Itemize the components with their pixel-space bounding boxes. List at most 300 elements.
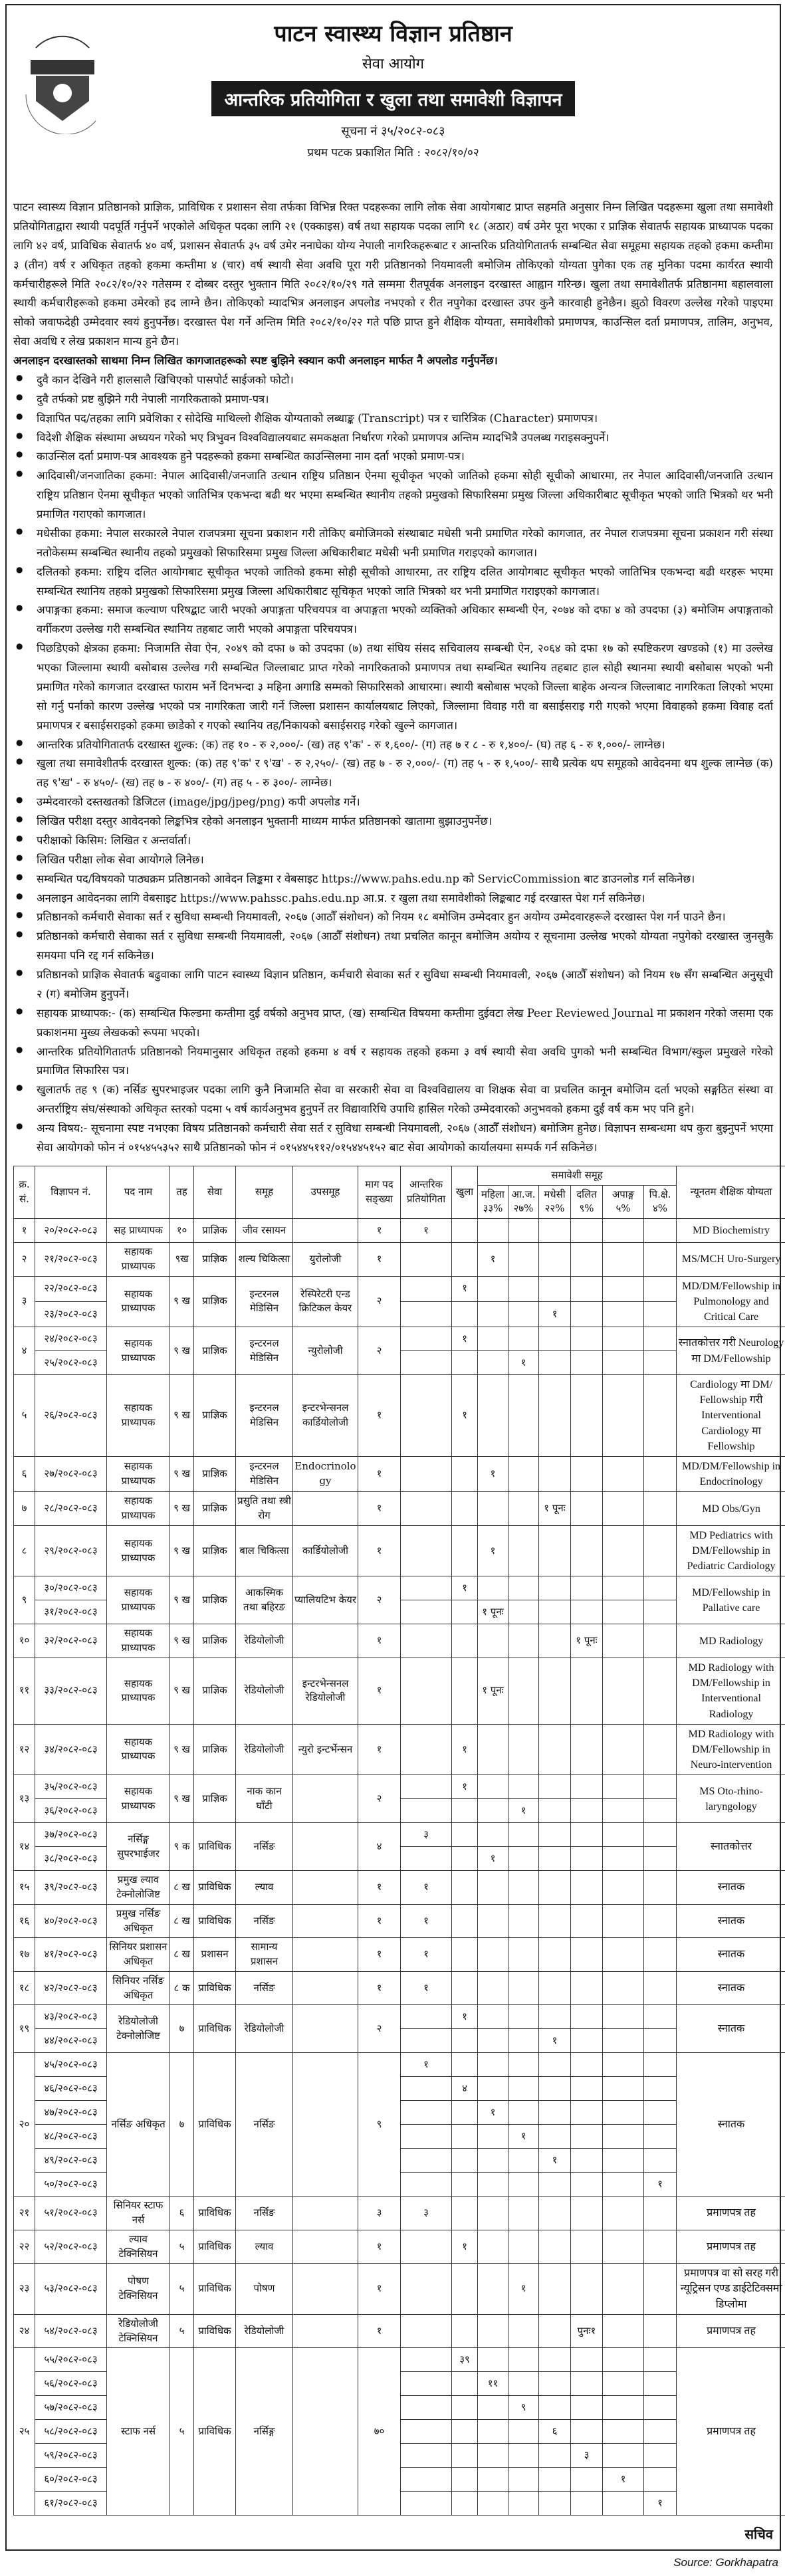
cell-women: १ xyxy=(478,2101,508,2125)
cell-ad-no: ३१/२०८२-०८३ xyxy=(35,1600,107,1624)
cell-disabled xyxy=(603,1724,644,1775)
cell-madhesi xyxy=(539,1375,571,1457)
cell-internal: ३ xyxy=(401,2197,452,2230)
header-women: महिला ३३% xyxy=(478,1185,508,1219)
cell-open xyxy=(452,1971,478,2005)
cell-sn: १२ xyxy=(14,1724,35,1775)
cell-internal: १ xyxy=(401,2053,452,2077)
cell-qualification: MD Radiology with DM/Fellowship in Neuro-intervention xyxy=(677,1724,785,1775)
cell-internal xyxy=(401,2396,452,2420)
cell-open xyxy=(452,1457,478,1492)
cell-internal xyxy=(401,2492,452,2516)
cell-janajati xyxy=(508,1938,539,1972)
requirement-item: ● सहायक प्राध्यापक:- (क) सम्बन्धित फिल्डमा कम्तीमा दुई वर्षको अनुभव प्राप्त, (ख) सम्बन्धित विषयमा कम्तीमा दुईवटा लेख Peer Reviewed Journal मा प्रकाशन गरेको जसमा एक प्रकाशनमा मुख्य लेखकको रूपमा भएको। xyxy=(13,1004,773,1043)
cell-qualification: MD Pediatrics with DM/Fellowship in Pediatric Cardiology xyxy=(677,1525,785,1576)
cell-qualification: स्नातक xyxy=(677,2005,785,2053)
cell-madhesi xyxy=(539,2396,571,2420)
header-janajati: आ.ज. २७% xyxy=(508,1185,539,1219)
cell-madhesi xyxy=(539,2468,571,2492)
cell-open xyxy=(452,1525,478,1576)
cell-sn: ४ xyxy=(14,1327,35,1375)
header-demand: माग पद सङ्ख्या xyxy=(358,1166,401,1218)
cell-disabled xyxy=(603,2264,644,2315)
cell-madhesi xyxy=(539,2348,571,2372)
cell-backward-region xyxy=(644,2077,677,2101)
cell-internal xyxy=(401,1243,452,1277)
cell-demand: १ xyxy=(358,2314,401,2348)
cell-post: नर्सिङ अधिकृत xyxy=(107,2053,170,2197)
header-madhesi: मधेसी २२% xyxy=(539,1185,571,1219)
cell-sn: १७ xyxy=(14,1938,35,1972)
cell-qualification: MD Biochemistry xyxy=(677,1219,785,1243)
cell-open xyxy=(452,2053,478,2077)
cell-ad-no: ४८/२०८२-०८३ xyxy=(35,2125,107,2149)
cell-demand: १ xyxy=(358,2264,401,2315)
table-row xyxy=(14,1525,785,1576)
cell-group: सामान्य प्रशासन xyxy=(236,1938,293,1972)
signature-secretary: सचिव xyxy=(13,2525,773,2543)
cell-disabled xyxy=(603,1375,644,1457)
requirement-item: ● खुलातर्फ तह ९ (क) नर्सिङ सुपरभाइजर पदका लागि कुनै निजामति सेवा वा सरकारी सेवा वा विश्वविद्यालय वा शिक्षक सेवा वा प्रचलित कानून बमोजिम दर्ता भएको सङ्गठित संस्था वा अन्तर्राष्ट्रिय संघ/संस्थाको अधिकृत स्तरको पदमा ५ वर्ष कार्यअनुभव हुनुपर्ने तर विद्यावारिधि उपाधि हासिल गरेको उम्मेदवारको अनुभवको हकमा दुई वर्ष कम भए पनि हुने। xyxy=(13,1081,773,1119)
cell-subgroup: रेस्पिरेटरी एन्ड क्रिटिकल केयर xyxy=(293,1276,358,1327)
cell-sn: १८ xyxy=(14,1971,35,2005)
table-row xyxy=(14,1375,785,1457)
cell-women xyxy=(478,2420,508,2444)
cell-dalit xyxy=(571,2029,603,2053)
cell-level: ९ ख xyxy=(170,1724,194,1775)
cell-dalit xyxy=(571,1457,603,1492)
cell-qualification: स्नातकोत्तर गरी Neurology मा DM/Fellowship xyxy=(677,1327,785,1375)
cell-ad-no: २४/२०८२-०८३ xyxy=(35,1327,107,1351)
cell-disabled xyxy=(603,1871,644,1905)
cell-backward-region xyxy=(644,2314,677,2348)
cell-ad-no: ३३/२०८२-०८३ xyxy=(35,1658,107,1724)
cell-backward-region xyxy=(644,1492,677,1526)
cell-service: प्राज्ञिक xyxy=(194,1219,236,1243)
cell-qualification: Cardiology मा DM/ Fellowship गरी Interventional Cardiology मा Fellowship xyxy=(677,1375,785,1457)
cell-disabled xyxy=(603,1775,644,1799)
table-row xyxy=(14,1971,785,2005)
cell-sn: १४ xyxy=(14,1823,35,1871)
cell-open xyxy=(452,2468,478,2492)
cell-service: प्रशासन xyxy=(194,1938,236,1972)
cell-madhesi xyxy=(539,1327,571,1351)
documents-heading: अनलाइन दरखास्तको साथमा निम्न लिखित कागजातहरूको स्पष्ट बुझिने स्क्यान कपी अनलाइन मार्फत नै अपलोड गर्नुपर्नेछ। xyxy=(13,352,773,371)
requirement-item: ● काउन्सिल दर्ता प्रमाण-पत्र आवश्यक हुने पदहरूको हकमा सम्बन्धित काउन्सिलमा नाम दर्ता भएको प्रमाण-पत्र। xyxy=(13,447,773,467)
cell-group: ल्याव xyxy=(236,1871,293,1905)
cell-madhesi xyxy=(539,1904,571,1938)
cell-open xyxy=(452,1938,478,1972)
cell-ad-no: २२/२०८२-०८३ xyxy=(35,1276,107,1301)
header-disabled: अपाङ्ग ५% xyxy=(603,1185,644,1219)
cell-open xyxy=(452,2029,478,2053)
cell-level: ८ ख xyxy=(170,1938,194,1972)
cell-backward-region xyxy=(644,1276,677,1301)
cell-internal xyxy=(401,2077,452,2101)
cell-sn: १५ xyxy=(14,1871,35,1905)
cell-subgroup: कार्डियोलोजी xyxy=(293,1525,358,1576)
table-row xyxy=(14,2053,785,2077)
cell-post: सिनियर प्रशासन अधिकृत xyxy=(107,1938,170,1972)
cell-madhesi xyxy=(539,1871,571,1905)
cell-women xyxy=(478,1276,508,1301)
cell-backward-region xyxy=(644,1724,677,1775)
cell-women xyxy=(478,1351,508,1375)
cell-sn: ८ xyxy=(14,1525,35,1576)
cell-women: १ xyxy=(478,1847,508,1871)
cell-service: प्राज्ञिक xyxy=(194,1658,236,1724)
cell-madhesi xyxy=(539,1276,571,1301)
cell-janajati: ९ xyxy=(508,2396,539,2420)
table-row xyxy=(14,1243,785,1277)
cell-sn: ९ xyxy=(14,1576,35,1624)
cell-madhesi xyxy=(539,1775,571,1799)
cell-internal xyxy=(401,2230,452,2264)
cell-internal xyxy=(401,2029,452,2053)
cell-women xyxy=(478,1576,508,1600)
table-row xyxy=(14,2005,785,2029)
cell-open xyxy=(452,1243,478,1277)
cell-internal xyxy=(401,2314,452,2348)
requirement-item: ● आदिवासी/जनजातिका हकमा: नेपाल आदिवासी/जनजाति उत्थान राष्ट्रिय प्रतिष्ठान ऐनमा सूचीकृत भएको जातिको हकमा सोही सूचीको आधारमा, तर नेपाल आदिवासी/जनजाति उत्थान राष्ट्रिय प्रतिष्ठान ऐनमा सूचीकृत भएको जातिभित्र एकभन्दा बढी थर भएमा सम्बन्धित स्थानीय तहको प्रमुखको सिफारिसमा प्रमुख जिल्ला अधिकारीबाट सूचीकृत भएको जाति भित्रको थर भनी प्रमाणित गराएको कागजात। xyxy=(13,467,773,524)
cell-janajati xyxy=(508,1243,539,1277)
cell-disabled xyxy=(603,2125,644,2149)
cell-backward-region xyxy=(644,1971,677,2005)
cell-demand: ७० xyxy=(358,2348,401,2516)
cell-ad-no: ४१/२०८२-०८३ xyxy=(35,1938,107,1972)
cell-internal xyxy=(401,2372,452,2396)
header-dalit: दलित ९% xyxy=(571,1185,603,1219)
cell-post: सहायक प्राध्यापक xyxy=(107,1775,170,1823)
cell-disabled xyxy=(603,1351,644,1375)
cell-backward-region xyxy=(644,1847,677,1871)
cell-disabled xyxy=(603,2396,644,2420)
cell-disabled xyxy=(603,2348,644,2372)
cell-madhesi xyxy=(539,2173,571,2197)
cell-disabled xyxy=(603,1457,644,1492)
cell-disabled xyxy=(603,2173,644,2197)
cell-backward-region: १ xyxy=(644,2492,677,2516)
cell-group: जीव रसायन xyxy=(236,1219,293,1243)
cell-women xyxy=(478,1971,508,2005)
cell-madhesi xyxy=(539,1971,571,2005)
cell-open xyxy=(452,1600,478,1624)
cell-madhesi xyxy=(539,2197,571,2230)
cell-internal: १ xyxy=(401,1904,452,1938)
requirement-item: ● आन्तरिक प्रतियोगितातर्फ प्रतिष्ठानको नियमानुसार अधिकृत तहको हकमा ४ वर्ष र सहायक तहको हकमा ३ वर्ष स्थायी सेवा अवधि पुगको भनी सम्बन्धित विभाग/स्कुल प्रमुखले गरेको प्रमाणित सिफारिस पत्र। xyxy=(13,1043,773,1081)
cell-dalit xyxy=(571,2372,603,2396)
cell-internal xyxy=(401,2348,452,2372)
cell-internal xyxy=(401,2149,452,2173)
cell-dalit: ३ xyxy=(571,2444,603,2468)
cell-group: रेडियोलोजी xyxy=(236,2314,293,2348)
table-row xyxy=(14,2314,785,2348)
cell-ad-no: २३/२०८२-०८३ xyxy=(35,1301,107,1327)
cell-subgroup: प्यालियटिभ केयर xyxy=(293,1576,358,1624)
cell-backward-region xyxy=(644,1351,677,1375)
cell-service: प्राज्ञिक xyxy=(194,1775,236,1823)
cell-group: नर्सिङ xyxy=(236,1904,293,1938)
cell-internal: ३ xyxy=(401,1823,452,1847)
cell-internal xyxy=(401,2420,452,2444)
cell-open: १ xyxy=(452,1775,478,1799)
cell-women: ११ xyxy=(478,2372,508,2396)
cell-post: नर्सिङ्ग सुपरभाईजर xyxy=(107,1823,170,1871)
requirement-item: ● प्रतिष्ठानको कर्मचारी सेवाका सर्त र सुविधा सम्बन्धी नियमावली, २०६७ (आठौँ संशोधन) को नियम १८ बमोजिम उम्मेदवार हुन अयोग्य उम्मेदवारहरूले दरखास्त पेश गर्न पाउने छैन। xyxy=(13,908,773,927)
cell-ad-no: ५१/२०८२-०८३ xyxy=(35,2197,107,2230)
cell-disabled xyxy=(603,1525,644,1576)
cell-service: प्राविधिक xyxy=(194,1971,236,2005)
cell-ad-no: ४२/२०८२-०८३ xyxy=(35,1971,107,2005)
cell-sn: १३ xyxy=(14,1775,35,1823)
cell-dalit xyxy=(571,2468,603,2492)
requirement-item: ● मधेसीका हकमा: नेपाल सरकारले नेपाल राजपत्रमा सूचना प्रकाशन गरी तोकिए बमोजिमको संस्थाबाट मधेसी भनी प्रमाणित गरेको कागजात, तर नेपाल राजपत्रमा सूचना प्रकाशन गरी संस्था नतोकेसम्म सम्बन्धित स्थानीय तहको प्रमुखको सिफारिसमा प्रमुख जिल्ला अधिकारीबाट मधेसी भनी प्रमाणित गराइएको कागजात। xyxy=(13,524,773,563)
cell-level: ५ xyxy=(170,2230,194,2264)
cell-madhesi xyxy=(539,2230,571,2264)
cell-janajati xyxy=(508,2420,539,2444)
cell-subgroup xyxy=(293,2348,358,2516)
cell-madhesi xyxy=(539,2101,571,2125)
cell-backward-region xyxy=(644,1871,677,1905)
cell-demand: १ xyxy=(358,1219,401,1243)
cell-open xyxy=(452,1871,478,1905)
cell-madhesi xyxy=(539,1823,571,1847)
cell-backward-region xyxy=(644,2420,677,2444)
cell-post: ल्याव टेक्निसियन xyxy=(107,2230,170,2264)
cell-demand: १ xyxy=(358,1243,401,1277)
cell-dalit xyxy=(571,1904,603,1938)
cell-madhesi xyxy=(539,2005,571,2029)
cell-open: १ xyxy=(452,1724,478,1775)
cell-subgroup xyxy=(293,2230,358,2264)
cell-women: १ xyxy=(478,1525,508,1576)
cell-internal xyxy=(401,2101,452,2125)
table-row xyxy=(14,1457,785,1492)
cell-disabled xyxy=(603,2005,644,2029)
cell-group: नर्सिङ xyxy=(236,2197,293,2230)
cell-post: सिनियर स्टाफ नर्स xyxy=(107,2197,170,2230)
cell-group: बाल चिकित्सा xyxy=(236,1525,293,1576)
cell-internal xyxy=(401,2444,452,2468)
cell-service: प्राविधिक xyxy=(194,1823,236,1871)
cell-open xyxy=(452,1823,478,1847)
cell-ad-no: ५२/२०८२-०८३ xyxy=(35,2230,107,2264)
cell-open xyxy=(452,2420,478,2444)
cell-subgroup: न्युरोलोजी xyxy=(293,1327,358,1375)
cell-group: नर्सिङ्ग xyxy=(236,2348,293,2516)
cell-janajati xyxy=(508,2053,539,2077)
cell-ad-no: २५/२०८२-०८३ xyxy=(35,1351,107,1375)
cell-dalit xyxy=(571,2264,603,2315)
cell-post: स्टाफ नर्स xyxy=(107,2348,170,2516)
cell-demand: २ xyxy=(358,1327,401,1375)
cell-disabled xyxy=(603,2444,644,2468)
cell-post: सहायक प्राध्यापक xyxy=(107,1375,170,1457)
cell-disabled xyxy=(603,1823,644,1847)
cell-madhesi xyxy=(539,1847,571,1871)
cell-dalit xyxy=(571,1799,603,1823)
cell-subgroup: Endocrinology xyxy=(293,1457,358,1492)
requirement-item: ● विदेशी शैक्षिक संस्थामा अध्ययन गरेको भए त्रिभुवन विश्वविद्यालयबाट समकक्षता निर्धारण गरेको प्रमाणपत्र अन्तिम म्यादभित्रै उपलब्ध गराइसक्नुपर्ने। xyxy=(13,429,773,448)
cell-disabled xyxy=(603,1276,644,1301)
cell-backward-region xyxy=(644,2053,677,2077)
cell-demand: १ xyxy=(358,1658,401,1724)
cell-group: रेडियोलोजी xyxy=(236,1724,293,1775)
cell-madhesi xyxy=(539,2314,571,2348)
table-row xyxy=(14,1492,785,1526)
cell-internal xyxy=(401,1351,452,1375)
cell-qualification: स्नातक xyxy=(677,1871,785,1905)
cell-ad-no: ५५/२०८२-०८३ xyxy=(35,2348,107,2372)
cell-internal xyxy=(401,1799,452,1823)
requirement-item: ● परीक्षाको किसिम: लिखित र अन्तर्वार्ता। xyxy=(13,831,773,851)
cell-qualification: MS/MCH Uro-Surgery xyxy=(677,1243,785,1277)
cell-ad-no: ३२/२०८२-०८३ xyxy=(35,1624,107,1658)
cell-janajati xyxy=(508,1724,539,1775)
cell-internal xyxy=(401,2173,452,2197)
cell-madhesi xyxy=(539,1457,571,1492)
cell-service: प्राविधिक xyxy=(194,2348,236,2516)
cell-post: सहायक प्राध्यापक xyxy=(107,1658,170,1724)
cell-janajati xyxy=(508,2101,539,2125)
cell-internal xyxy=(401,1658,452,1724)
cell-open xyxy=(452,2149,478,2173)
cell-women xyxy=(478,2348,508,2372)
cell-post: रेडियोलोजी टेक्निसियन xyxy=(107,2314,170,2348)
cell-ad-no: ४९/२०८२-०८३ xyxy=(35,2149,107,2173)
cell-open xyxy=(452,1351,478,1375)
cell-dalit xyxy=(571,2348,603,2372)
cell-ad-no: ४४/२०८२-०८३ xyxy=(35,2029,107,2053)
cell-internal xyxy=(401,1525,452,1576)
cell-backward-region xyxy=(644,1375,677,1457)
cell-service: प्राविधिक xyxy=(194,2053,236,2197)
cell-qualification: स्नातक xyxy=(677,2053,785,2197)
cell-level: १० xyxy=(170,1219,194,1243)
requirement-item: ● अनलाइन आवेदनका लागि वेबसाइट https://www.pahssc.pahs.edu.np आ.प्र. र खुला तथा समावेशीको लिङ्कबाट गई दरखास्त पेश गर्न सकिनेछ। xyxy=(13,889,773,909)
cell-madhesi xyxy=(539,1658,571,1724)
cell-janajati xyxy=(508,2444,539,2468)
cell-ad-no: २८/२०८२-०८३ xyxy=(35,1492,107,1526)
cell-post: रेडियोलोजी टेक्नोलोजिष्ट xyxy=(107,2005,170,2053)
cell-backward-region xyxy=(644,2125,677,2149)
cell-internal: १ xyxy=(401,1971,452,2005)
cell-service: प्राज्ञिक xyxy=(194,1576,236,1624)
cell-service: प्राज्ञिक xyxy=(194,1724,236,1775)
cell-dalit xyxy=(571,2125,603,2149)
cell-dalit xyxy=(571,1243,603,1277)
cell-demand: ३ xyxy=(358,2197,401,2230)
cell-dalit xyxy=(571,1600,603,1624)
cell-sn: २३ xyxy=(14,2264,35,2315)
table-row xyxy=(14,2230,785,2264)
cell-backward-region xyxy=(644,2005,677,2029)
cell-backward-region xyxy=(644,2149,677,2173)
cell-janajati xyxy=(508,2314,539,2348)
cell-women xyxy=(478,2029,508,2053)
cell-janajati xyxy=(508,2149,539,2173)
cell-open: १ xyxy=(452,1276,478,1301)
cell-madhesi: १ xyxy=(539,2029,571,2053)
cell-group: इन्टरनल मेडिसिन xyxy=(236,1457,293,1492)
published-date: प्रथम पटक प्रकाशित मिति : २०८२/१०/०२ xyxy=(13,144,773,160)
cell-janajati xyxy=(508,1457,539,1492)
cell-service: प्राज्ञिक xyxy=(194,1492,236,1526)
cell-sn: १९ xyxy=(14,2005,35,2053)
cell-level: ९ क xyxy=(170,1823,194,1871)
cell-dalit xyxy=(571,1971,603,2005)
cell-demand: २ xyxy=(358,1276,401,1327)
cell-janajati xyxy=(508,1327,539,1351)
cell-qualification: स्नातक xyxy=(677,1938,785,1972)
cell-qualification: MD/DM/Fellowship in Pulmonology and Critical Care xyxy=(677,1276,785,1327)
cell-service: प्राज्ञिक xyxy=(194,1457,236,1492)
header-open: खुला xyxy=(452,1166,478,1218)
cell-level: ५ xyxy=(170,2348,194,2516)
cell-backward-region xyxy=(644,2230,677,2264)
cell-service: प्राविधिक xyxy=(194,2005,236,2053)
cell-janajati: १ xyxy=(508,1799,539,1823)
cell-group: इन्टरनल मेडिसिन xyxy=(236,1327,293,1375)
cell-service: प्राज्ञिक xyxy=(194,1243,236,1277)
cell-open xyxy=(452,2173,478,2197)
cell-demand: १ xyxy=(358,1871,401,1905)
cell-open xyxy=(452,1219,478,1243)
cell-sn: ५ xyxy=(14,1375,35,1457)
cell-open xyxy=(452,2101,478,2125)
cell-service: प्राज्ञिक xyxy=(194,1327,236,1375)
cell-ad-no: ३४/२०८२-०८३ xyxy=(35,1724,107,1775)
cell-qualification: स्नातक xyxy=(677,1971,785,2005)
cell-level: ९ ख xyxy=(170,1276,194,1327)
cell-qualification: स्नातकोत्तर xyxy=(677,1823,785,1871)
cell-dalit xyxy=(571,1375,603,1457)
cell-post: प्रमुख नर्सिङ अधिकृत xyxy=(107,1904,170,1938)
cell-disabled xyxy=(603,1243,644,1277)
table-row xyxy=(14,1775,785,1799)
cell-ad-no: ४७/२०८२-०८३ xyxy=(35,2101,107,2125)
cell-sn: २५ xyxy=(14,2348,35,2516)
cell-disabled xyxy=(603,1658,644,1724)
cell-disabled xyxy=(603,2053,644,2077)
cell-level: ६ xyxy=(170,2197,194,2230)
cell-sn: २४ xyxy=(14,2314,35,2348)
cell-backward-region xyxy=(644,1219,677,1243)
cell-group: रेडियोलोजी xyxy=(236,2005,293,2053)
cell-demand: १ xyxy=(358,1525,401,1576)
notice-number: सूचना नं ३५/२०८२-०८३ xyxy=(13,123,773,139)
cell-open xyxy=(452,1904,478,1938)
cell-madhesi xyxy=(539,2264,571,2315)
cell-ad-no: ५८/२०८२-०८३ xyxy=(35,2420,107,2444)
cell-ad-no: २६/२०८२-०८३ xyxy=(35,1375,107,1457)
cell-open: १ xyxy=(452,2230,478,2264)
cell-sn: १ xyxy=(14,1219,35,1243)
cell-dalit: पुनः१ xyxy=(571,2314,603,2348)
cell-ad-no: ५३/२०८२-०८३ xyxy=(35,2264,107,2315)
cell-janajati: १ xyxy=(508,2264,539,2315)
cell-ad-no: ४०/२०८२-०८३ xyxy=(35,1904,107,1938)
cell-qualification: प्रमाणपत्र तह xyxy=(677,2230,785,2264)
cell-open xyxy=(452,1301,478,1327)
cell-open xyxy=(452,2492,478,2516)
requirement-item: ● प्रतिष्ठानको प्राज्ञिक सेवातर्फ बढुवाका लागि पाटन स्वास्थ्य विज्ञान प्रतिष्ठान, कर्मचारी सेवाका सर्त र सुविधा सम्बन्धी नियमावली, २०६७ (आठौँ संशोधन) को नियम १७ सँग सम्बन्धित अनुसूची २ (ग) बमोजिम हुनुपर्ने। xyxy=(13,966,773,1004)
cell-women xyxy=(478,1823,508,1847)
cell-backward-region xyxy=(644,2264,677,2315)
cell-janajati xyxy=(508,2077,539,2101)
cell-janajati xyxy=(508,1576,539,1600)
cell-group: इन्टरनल मेडिसिन xyxy=(236,1375,293,1457)
